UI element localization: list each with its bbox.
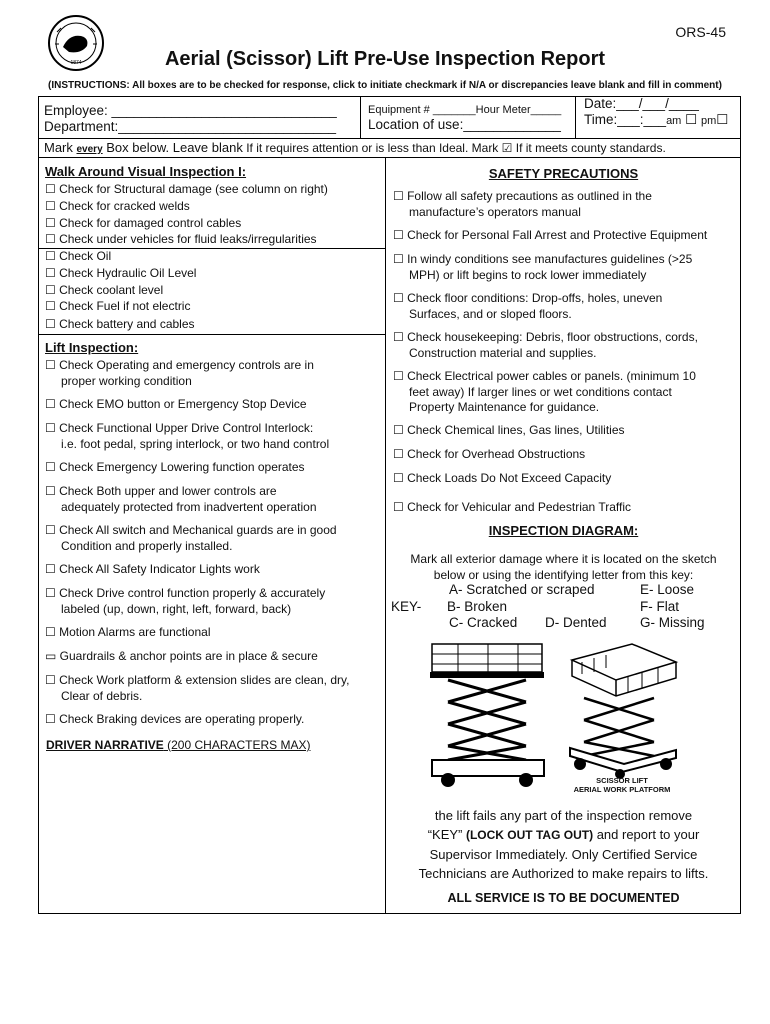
key-c: C- Cracked xyxy=(449,615,518,630)
key-label: KEY- xyxy=(391,599,422,614)
checklist-text-continued: Construction material and supplies. xyxy=(409,345,597,360)
key-f: F- Flat xyxy=(640,599,679,614)
am-checkbox[interactable]: ☐ xyxy=(685,112,698,127)
checklist-text: ☐ Check Emergency Lowering function operates xyxy=(45,460,305,474)
safety-check-item[interactable] xyxy=(393,423,738,439)
employee-field[interactable]: Employee: ______________________________ xyxy=(44,103,337,118)
checklist-text: ☐ Check for Overhead Obstructions xyxy=(393,447,586,461)
note-line: the lift fails any part of the inspection remove xyxy=(434,808,693,823)
diagram-description xyxy=(386,551,741,583)
lift-check-item[interactable] xyxy=(45,712,383,728)
closing-note xyxy=(386,806,741,883)
checklist-text: ☐ Check Both upper and lower controls are xyxy=(45,484,277,498)
checklist-text: ☐ Check housekeeping: Debris, floor obstructions, cords, xyxy=(393,330,698,344)
walk-around-title: Walk Around Visual Inspection I: xyxy=(45,164,247,179)
checklist-text: ▭ Guardrails & anchor points are in place & secure xyxy=(45,649,318,663)
checklist-text-continued: Condition and properly installed. xyxy=(61,538,233,553)
equipment-field[interactable]: Equipment # _______Hour Meter_____ xyxy=(368,104,562,116)
checklist-text: ☐ Check All Safety Indicator Lights work xyxy=(45,562,260,576)
mark-text: Mark xyxy=(44,140,77,155)
walk-around-check-item[interactable] xyxy=(45,283,383,299)
note-key: “KEY” xyxy=(427,827,466,842)
checklist-text-continued: i.e. foot pedal, spring interlock, or two hand control xyxy=(61,436,330,451)
walk-around-check-item[interactable] xyxy=(45,232,383,248)
checklist-text-continued: Property Maintenance for guidance. xyxy=(409,400,600,414)
svg-text:1874: 1874 xyxy=(70,60,82,66)
walk-around-check-item[interactable] xyxy=(45,317,383,333)
checklist-text-continued: Clear of debris. xyxy=(61,688,143,703)
checklist-text: ☐ Check EMO button or Emergency Stop Device xyxy=(45,397,307,411)
instructions: (INSTRUCTIONS: All boxes are to be checked for response, click to initiate checkmark if N/A or discrepancies leave blank and fill in comment) xyxy=(48,80,722,91)
checklist-text: ☐ Check for cracked welds xyxy=(45,199,190,213)
checklist-text: ☐ Check Electrical power cables or panels. (minimum 10 xyxy=(393,369,696,383)
diagram-desc-line: below or using the identifying letter from this key: xyxy=(433,568,694,582)
lift-check-item[interactable] xyxy=(45,673,383,704)
checklist-text: ☐ Follow all safety precautions as outlined in the xyxy=(393,189,652,203)
checklist-text: ☐ Check Operating and emergency controls are in xyxy=(45,358,314,372)
safety-check-item[interactable] xyxy=(393,471,738,487)
checklist-text: ☐ Check Drive control function properly & accurately xyxy=(45,586,326,600)
walk-around-check-item[interactable] xyxy=(45,249,383,265)
note-line xyxy=(386,825,741,845)
lift-check-item[interactable] xyxy=(45,649,383,665)
driver-narrative-input[interactable] xyxy=(46,760,376,900)
checklist-text-continued: MPH) or lift begins to rock lower immediately xyxy=(409,267,647,282)
key-a: A- Scratched or scraped xyxy=(449,582,595,597)
location-field[interactable]: Location of use:_____________ xyxy=(368,117,561,132)
caption-line: AERIAL WORK PLATFORM xyxy=(573,785,671,794)
divider xyxy=(575,96,576,138)
scissor-lift-perspective-sketch[interactable] xyxy=(562,640,682,780)
divider xyxy=(38,138,741,139)
checklist-text: ☐ Check Hydraulic Oil Level xyxy=(45,266,197,280)
checklist-text: ☐ Check Work platform & extension slides are clean, dry, xyxy=(45,673,350,687)
narrative-note: (200 CHARACTERS MAX) xyxy=(163,738,311,752)
scissor-lift-side-view-sketch[interactable] xyxy=(428,640,548,790)
sketch-caption xyxy=(562,776,682,794)
time-field[interactable] xyxy=(584,112,728,128)
mark-text: Box below. Leave blank xyxy=(102,140,243,155)
checklist-text: ☐ Check Chemical lines, Gas lines, Utilities xyxy=(393,423,625,437)
checklist-text: ☐ Check Fuel if not electric xyxy=(45,299,191,313)
checklist-text: ☐ Motion Alarms are functional xyxy=(45,625,211,639)
walk-around-check-item[interactable] xyxy=(45,199,383,215)
service-footer: ALL SERVICE IS TO BE DOCUMENTED xyxy=(447,891,680,905)
diagram-title: INSPECTION DIAGRAM: xyxy=(488,523,639,538)
lift-check-item[interactable] xyxy=(45,484,383,515)
key-b: B- Broken xyxy=(447,599,508,614)
checklist-text: ☐ Check for Vehicular and Pedestrian Traffic xyxy=(393,500,631,514)
lift-check-item[interactable] xyxy=(45,421,383,452)
note-text: and report to your xyxy=(593,827,700,842)
divider xyxy=(360,96,361,138)
lift-check-item[interactable] xyxy=(45,562,383,578)
safety-title: SAFETY PRECAUTIONS xyxy=(488,166,639,181)
checklist-text: ☐ Check for damaged control cables xyxy=(45,216,242,230)
checklist-text-continued: adequately protected from inadvertent operation xyxy=(61,499,317,514)
lift-check-item[interactable] xyxy=(45,460,383,476)
lift-inspection-title: Lift Inspection: xyxy=(45,340,139,355)
safety-check-item[interactable] xyxy=(393,447,738,463)
checklist-text-continued: manufacture’s operators manual xyxy=(409,204,581,219)
checklist-text: ☐ Check Braking devices are operating properly. xyxy=(45,712,305,726)
note-lockout: (LOCK OUT TAG OUT) xyxy=(465,828,594,842)
divider xyxy=(38,248,385,249)
time-pm-label: pm xyxy=(700,115,717,127)
driver-narrative-label xyxy=(46,738,311,752)
checklist-text: ☐ Check floor conditions: Drop-offs, holes, uneven xyxy=(393,291,663,305)
checklist-text-continued: labeled (up, down, right, left, forward, back) xyxy=(61,601,292,616)
checklist-text: ☐ Check Functional Upper Drive Control Interlock: xyxy=(45,421,314,435)
time-value[interactable]: Time:___:___ xyxy=(584,112,667,127)
checklist-text: ☐ Check Oil xyxy=(45,249,112,263)
caption-line: SCISSOR LIFT xyxy=(596,776,648,785)
lift-check-item[interactable] xyxy=(45,523,383,554)
checklist-text-continued: feet away) If larger lines or wet conditions contact xyxy=(409,384,672,399)
checklist-text: ☐ Check battery and cables xyxy=(45,317,195,331)
pm-checkbox[interactable]: ☐ xyxy=(716,112,729,127)
checklist-text: ☐ Check coolant level xyxy=(45,283,164,297)
lift-check-item[interactable] xyxy=(45,625,383,641)
divider xyxy=(38,157,741,158)
checklist-text: ☐ Check Loads Do Not Exceed Capacity xyxy=(393,471,612,485)
checklist-text-continued: proper working condition xyxy=(61,373,192,388)
key-e: E- Loose xyxy=(640,582,695,597)
walk-around-check-item[interactable] xyxy=(45,182,383,198)
time-am-label: am xyxy=(666,115,682,127)
safety-check-item[interactable] xyxy=(393,189,738,220)
lift-check-item[interactable] xyxy=(45,358,383,389)
safety-check-item[interactable] xyxy=(393,252,738,283)
mark-every: every xyxy=(76,144,103,155)
key-g: G- Missing xyxy=(640,615,705,630)
narrative-title: DRIVER NARRATIVE xyxy=(46,738,164,752)
lift-check-item[interactable] xyxy=(45,397,383,413)
checklist-text: ☐ In windy conditions see manufactures guidelines (>25 xyxy=(393,252,693,266)
mark-instructions xyxy=(44,140,666,155)
safety-check-item[interactable] xyxy=(393,228,738,244)
diagram-desc-line: Mark all exterior damage where it is located on the sketch xyxy=(410,552,717,566)
safety-check-item[interactable] xyxy=(393,500,738,516)
divider xyxy=(38,334,385,335)
checklist-text: ☐ Check for Personal Fall Arrest and Protective Equipment xyxy=(393,228,708,242)
checklist-text: ☐ Check under vehicles for fluid leaks/irregularities xyxy=(45,232,317,246)
walk-around-check-item[interactable] xyxy=(45,216,383,232)
walk-around-check-item[interactable] xyxy=(45,266,383,282)
checklist-text: ☐ Check for Structural damage (see column on right) xyxy=(45,182,328,196)
safety-check-item[interactable] xyxy=(393,369,738,416)
checklist-text: ☐ Check All switch and Mechanical guards are in good xyxy=(45,523,337,537)
page-title: Aerial (Scissor) Lift Pre-Use Inspection Report xyxy=(164,48,606,70)
walk-around-check-item[interactable] xyxy=(45,299,383,315)
lift-check-item[interactable] xyxy=(45,586,383,617)
checklist-text-continued: Surfaces, and or sloped floors. xyxy=(409,306,572,321)
date-field[interactable]: Date:___/___/____ xyxy=(584,96,699,111)
note-line: Technicians are Authorized to make repairs to lifts. xyxy=(418,866,709,881)
department-field[interactable]: Department:_____________________________ xyxy=(44,119,337,134)
form-code: ORS-45 xyxy=(675,24,726,40)
key-d: D- Dented xyxy=(545,615,607,630)
safety-check-item[interactable] xyxy=(393,291,738,322)
mark-text: If it requires attention or is less than Ideal. Mark ☑ If it meets county standards. xyxy=(242,141,666,155)
safety-check-item[interactable] xyxy=(393,330,738,361)
note-line: Supervisor Immediately. Only Certified Service xyxy=(429,847,698,862)
